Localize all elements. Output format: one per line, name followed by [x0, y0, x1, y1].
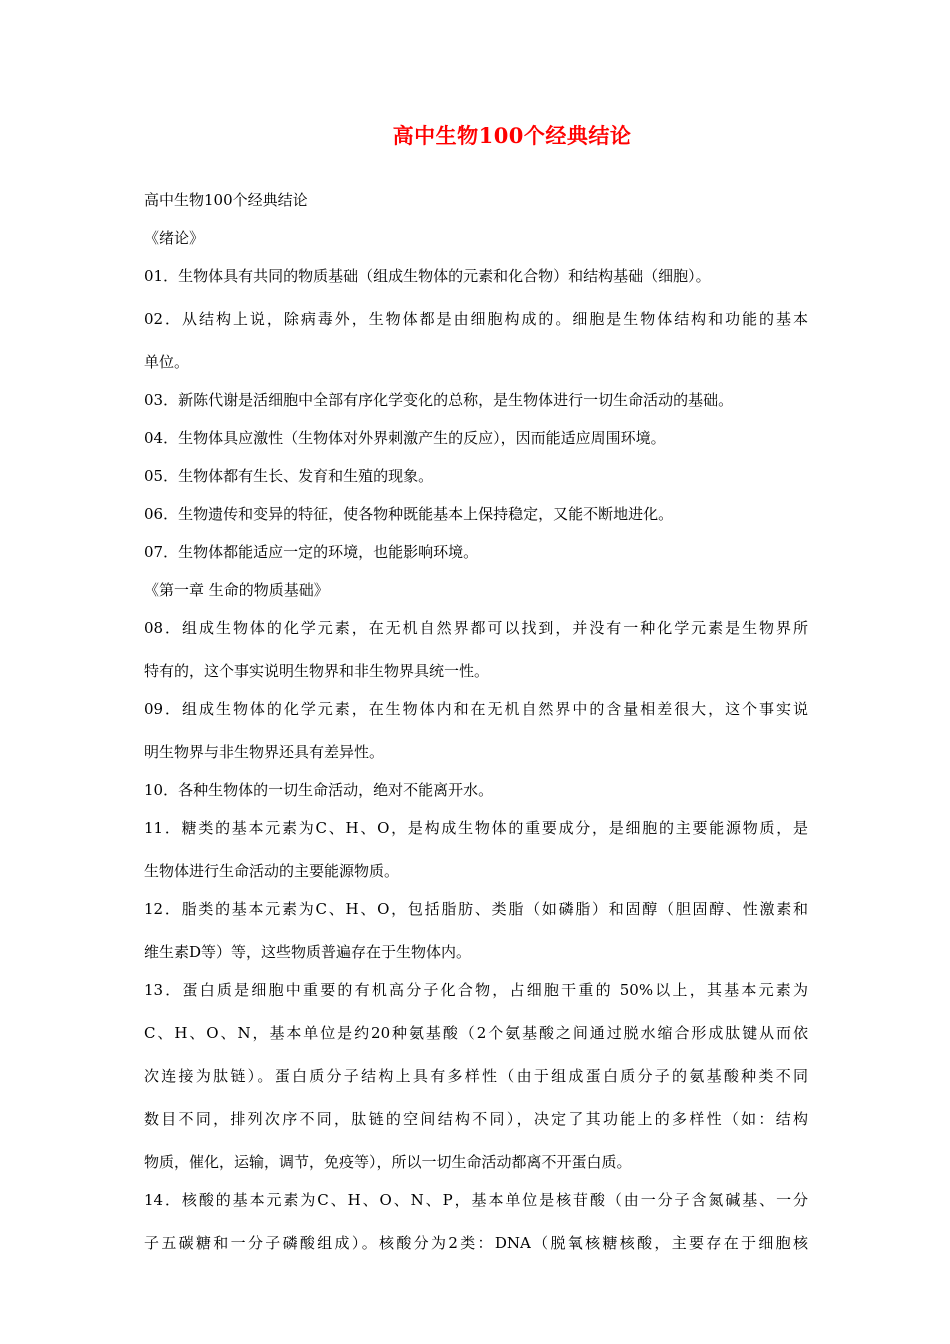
section-heading: 《第一章 生命的物质基础》	[144, 581, 329, 599]
paragraph-line: 物质，催化，运输，调节，免疫等），所以一切生命活动都离不开蛋白质。	[144, 1153, 632, 1171]
paragraph-line: 维生素D等）等，这些物质普遍存在于生物体内。	[144, 943, 472, 961]
paragraph-line: 09．组成生物体的化学元素，在生物体内和在无机自然界中的含量相差很大，这个事实说	[144, 700, 808, 718]
paragraph-line: 08．组成生物体的化学元素，在无机自然界都可以找到，并没有一种化学元素是生物界所	[144, 619, 808, 637]
paragraph-line: 明生物界与非生物界还具有差异性。	[144, 743, 385, 761]
paragraph-line: 05．生物体都有生长、发育和生殖的现象。	[144, 467, 434, 485]
section-heading: 《绪论》	[144, 229, 205, 247]
paragraph-line: 02．从结构上说，除病毒外，生物体都是由细胞构成的。细胞是生物体结构和功能的基本	[144, 310, 808, 328]
paragraph-line: 10．各种生物体的一切生命活动，绝对不能离开水。	[144, 781, 494, 799]
paragraph-line: 12．脂类的基本元素为C、H、O，包括脂肪、类脂（如磷脂）和固醇（胆固醇、性激素和	[144, 900, 808, 918]
paragraph-line: 06．生物遗传和变异的特征，使各物种既能基本上保持稳定，又能不断地进化。	[144, 505, 674, 523]
paragraph-line: 13．蛋白质是细胞中重要的有机高分子化合物，占细胞干重的 50%以上，其基本元素为	[144, 981, 808, 999]
paragraph-line: 生物体进行生命活动的主要能源物质。	[144, 862, 400, 880]
paragraph-line: 01．生物体具有共同的物质基础（组成生物体的元素和化合物）和结构基础（细胞）。	[144, 267, 711, 285]
paragraph-line: 14．核酸的基本元素为C、H、O、N、P，基本单位是核苷酸（由一分子含氮碱基、一分	[144, 1191, 808, 1209]
paragraph-line: 11．糖类的基本元素为C、H、O，是构成生物体的重要成分，是细胞的主要能源物质，是	[144, 819, 808, 837]
paragraph-line: 03．新陈代谢是活细胞中全部有序化学变化的总称，是生物体进行一切生命活动的基础。	[144, 391, 734, 409]
document-body	[144, 190, 808, 1253]
paragraph-line: 04．生物体具应激性（生物体对外界刺激产生的反应），因而能适应周围环境。	[144, 429, 666, 447]
paragraph-line: 特有的，这个事实说明生物界和非生物界具统一性。	[144, 662, 490, 680]
paragraph-line: 次连接为肽链）。蛋白质分子结构上具有多样性（由于组成蛋白质分子的氨基酸种类不同	[144, 1067, 808, 1085]
document-title: 高中生物100个经典结论	[392, 123, 632, 148]
paragraph-line: 子五碳糖和一分子磷酸组成）。核酸分为2类：DNA（脱氧核糖核酸，主要存在于细胞核	[144, 1234, 808, 1252]
paragraph-line: C、H、O、N，基本单位是约20种氨基酸（2个氨基酸之间通过脱水缩合形成肽键从而依	[144, 1024, 808, 1042]
paragraph-line: 07．生物体都能适应一定的环境，也能影响环境。	[144, 543, 479, 561]
subtitle-line: 高中生物100个经典结论	[144, 191, 308, 209]
paragraph-line: 数目不同，排列次序不同，肽链的空间结构不同），决定了其功能上的多样性（如：结构	[144, 1110, 808, 1128]
paragraph-line: 单位。	[144, 353, 190, 371]
